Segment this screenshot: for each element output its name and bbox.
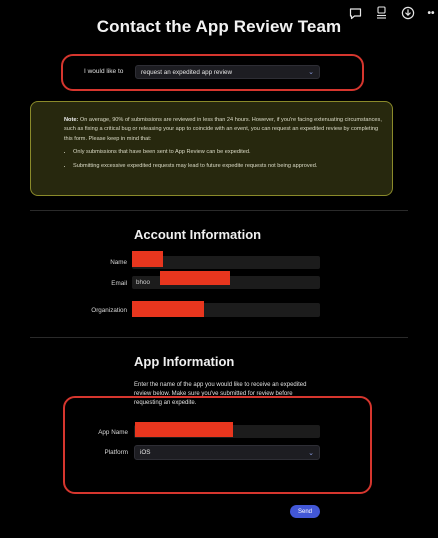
email-field[interactable] bbox=[132, 276, 320, 289]
divider bbox=[30, 337, 408, 338]
note-list bbox=[64, 148, 382, 171]
organization-field[interactable] bbox=[132, 303, 320, 317]
request-type-select[interactable] bbox=[135, 65, 320, 79]
account-section-title: Account Information bbox=[134, 227, 262, 242]
note-body: On average, 90% of submissions are reviewed in less than 24 hours. However, if you're facing extenuating circumstances, such as fixing a critical bug or releasing your app to coincide with an event, you can request an expedited review by completing this form. Please keep in mind that: bbox=[64, 117, 382, 142]
note-text bbox=[64, 116, 382, 144]
name-label: Name bbox=[110, 259, 127, 266]
app-section-title: App Information bbox=[134, 354, 235, 369]
divider bbox=[30, 210, 408, 211]
note-box bbox=[30, 101, 393, 196]
app-intro-text: Enter the name of the app you would like to receive an expedited review below. Make sure you've submitted for review before requesting an expedite. bbox=[134, 382, 307, 406]
send-button[interactable]: Send bbox=[290, 505, 320, 518]
platform-label: Platform bbox=[104, 449, 128, 456]
chevron-down-icon: ⌄ bbox=[308, 69, 314, 76]
note-bullet: • Submitting excessive expedited requests may lead to future expedite requests not being approved. bbox=[73, 162, 382, 171]
note-bullet: • Only submissions that have been sent to App Review can be expedited. bbox=[73, 148, 382, 157]
organization-redaction bbox=[132, 301, 204, 317]
request-type-value: request an expedited app review bbox=[141, 68, 233, 76]
name-redaction bbox=[132, 251, 163, 267]
request-label: I would like to bbox=[84, 68, 124, 75]
note-lead: Note: bbox=[64, 117, 79, 123]
platform-select[interactable] bbox=[134, 445, 320, 460]
chevron-down-icon: ⌄ bbox=[308, 449, 314, 457]
organization-label: Organization bbox=[91, 307, 127, 314]
email-label: Email bbox=[111, 280, 127, 287]
more-icon[interactable]: •• bbox=[427, 7, 435, 19]
name-field[interactable] bbox=[132, 256, 320, 269]
app-name-field[interactable] bbox=[134, 425, 320, 438]
email-value: bhoo bbox=[136, 279, 151, 286]
page-title: Contact the App Review Team bbox=[96, 17, 342, 36]
app-name-label: App Name bbox=[98, 429, 128, 436]
email-redaction bbox=[160, 271, 230, 285]
app-name-redaction bbox=[135, 422, 233, 437]
platform-value: iOS bbox=[140, 449, 151, 456]
